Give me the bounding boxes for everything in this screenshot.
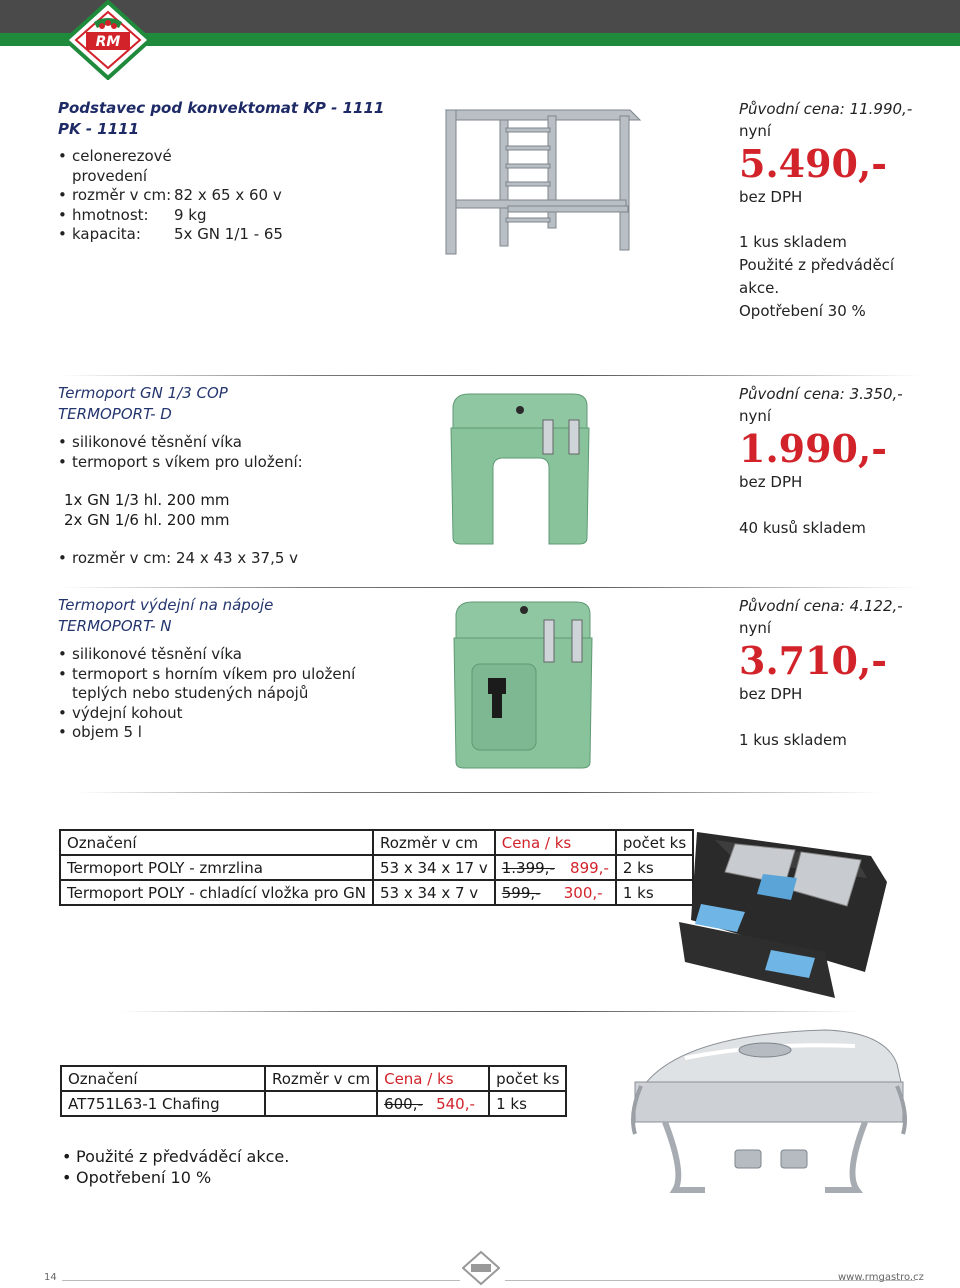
now-label: nyní (739, 407, 772, 425)
product3-price (739, 595, 903, 752)
note: akce. (739, 279, 780, 297)
termoport-d-image (445, 388, 595, 548)
sale-price: 5.490,- (739, 141, 887, 186)
product1-feature: • rozměr v cm: 82 x 65 x 60 v (58, 186, 384, 206)
product1-feature: • kapacita: 5x GN 1/1 - 65 (58, 225, 384, 245)
cell-price: 600,- 540,- (377, 1091, 489, 1116)
product2-info (58, 383, 303, 569)
cell-qty: 2 ks (616, 855, 693, 880)
product2-features (58, 433, 303, 472)
product1-features (58, 147, 384, 245)
note-item: • Použité z předváděcí akce. (62, 1146, 289, 1167)
product1-info (58, 98, 384, 245)
capacity: 2x GN 1/6 hl. 200 mm (64, 511, 230, 529)
now-label: nyní (739, 619, 772, 637)
cell-qty: 1 ks (616, 880, 693, 905)
header-cell: počet ks (616, 830, 693, 855)
divider (120, 1011, 860, 1012)
header-cell: počet ks (489, 1066, 566, 1091)
logo-text: RM (95, 34, 121, 50)
sale-price: 1.990,- (739, 426, 887, 471)
header-cell: Cena / ks (495, 830, 616, 855)
cell-name: Termoport POLY - chladící vložka pro GN (60, 880, 373, 905)
divider (80, 792, 880, 793)
product3-feature: • termoport s horním víkem pro uložení teplých nebo studených nápojů (58, 665, 355, 704)
product3-feature: • silikonové těsnění víka (58, 645, 355, 665)
sale-price: 3.710,- (739, 638, 887, 683)
stock: 1 kus skladem (739, 731, 847, 749)
product3-title: Termoport výdejní na nápoje (58, 596, 274, 614)
stand-image (440, 98, 650, 258)
product2-price (739, 383, 903, 540)
product2-feature: • silikonové těsnění víka (58, 433, 303, 453)
product3-feature: • objem 5 l (58, 723, 355, 743)
footer-line (62, 1280, 460, 1281)
now-label: nyní (739, 122, 772, 140)
note: Použité z předváděcí (739, 256, 895, 274)
product3-feature: • výdejní kohout (58, 704, 355, 724)
stock: 1 kus skladem (739, 233, 847, 251)
table-row (60, 880, 693, 905)
product1-title: Podstavec pod konvektomat KP - 1111 (58, 99, 385, 117)
original-price: Původní cena: 3.350,- (739, 385, 903, 403)
product2-feature: • rozměr v cm: 24 x 43 x 37,5 v (58, 549, 303, 569)
header-cell: Rozměr v cm (373, 830, 495, 855)
product1-price (739, 98, 912, 323)
product1-feature: • celonerezové provedení (58, 147, 384, 186)
header-cell: Označení (60, 830, 373, 855)
vat-label: bez DPH (739, 188, 803, 206)
footer-logo (462, 1251, 500, 1285)
divider (60, 587, 920, 588)
chafing-notes (62, 1146, 289, 1188)
header-cell: Cena / ks (377, 1066, 489, 1091)
product1-feature: • hmotnost: 9 kg (58, 206, 384, 226)
table-header-row (61, 1066, 566, 1091)
poly-table (59, 829, 694, 906)
original-price: Původní cena: 4.122,- (739, 597, 903, 615)
product3-code: TERMOPORT- N (58, 617, 172, 635)
cell-name: Termoport POLY - zmrzlina (60, 855, 373, 880)
chafing-dish-image (625, 1024, 910, 1194)
cell-price: 1.399,- 899,- (495, 855, 616, 880)
cell-name: AT751L63-1 Chafing (61, 1091, 265, 1116)
website: www.rmgastro.cz (838, 1272, 924, 1283)
rm-logo (62, 0, 154, 80)
termoport-n-image (448, 598, 598, 770)
product2-title: Termoport GN 1/3 COP (58, 384, 228, 402)
cell-price: 599,- 300,- (495, 880, 616, 905)
original-price: Původní cena: 11.990,- (739, 100, 913, 118)
cell-size: 53 x 34 x 17 v (373, 855, 495, 880)
table-row (61, 1091, 566, 1116)
cell-size (265, 1091, 377, 1116)
table-row (60, 855, 693, 880)
wear: Opotřebení 30 % (739, 302, 866, 320)
table-header-row (60, 830, 693, 855)
product1-code: PK - 1111 (58, 120, 140, 138)
cell-qty: 1 ks (489, 1091, 566, 1116)
cell-size: 53 x 34 x 7 v (373, 880, 495, 905)
vat-label: bez DPH (739, 685, 803, 703)
divider (60, 375, 920, 376)
vat-label: bez DPH (739, 473, 803, 491)
note-item: • Opotřebení 10 % (62, 1167, 289, 1188)
product3-info (58, 595, 355, 743)
page-number: 14 (44, 1272, 57, 1283)
product2-feature: • termoport s víkem pro uložení: (58, 453, 303, 473)
stock: 40 kusů skladem (739, 519, 866, 537)
capacity: 1x GN 1/3 hl. 200 mm (64, 491, 230, 509)
header-cell: Rozměr v cm (265, 1066, 377, 1091)
poly-box-image (675, 822, 895, 998)
chafing-table (60, 1065, 567, 1117)
product2-size (58, 549, 303, 569)
header-cell: Označení (61, 1066, 265, 1091)
product2-code: TERMOPORT- D (58, 405, 172, 423)
product3-features (58, 645, 355, 743)
